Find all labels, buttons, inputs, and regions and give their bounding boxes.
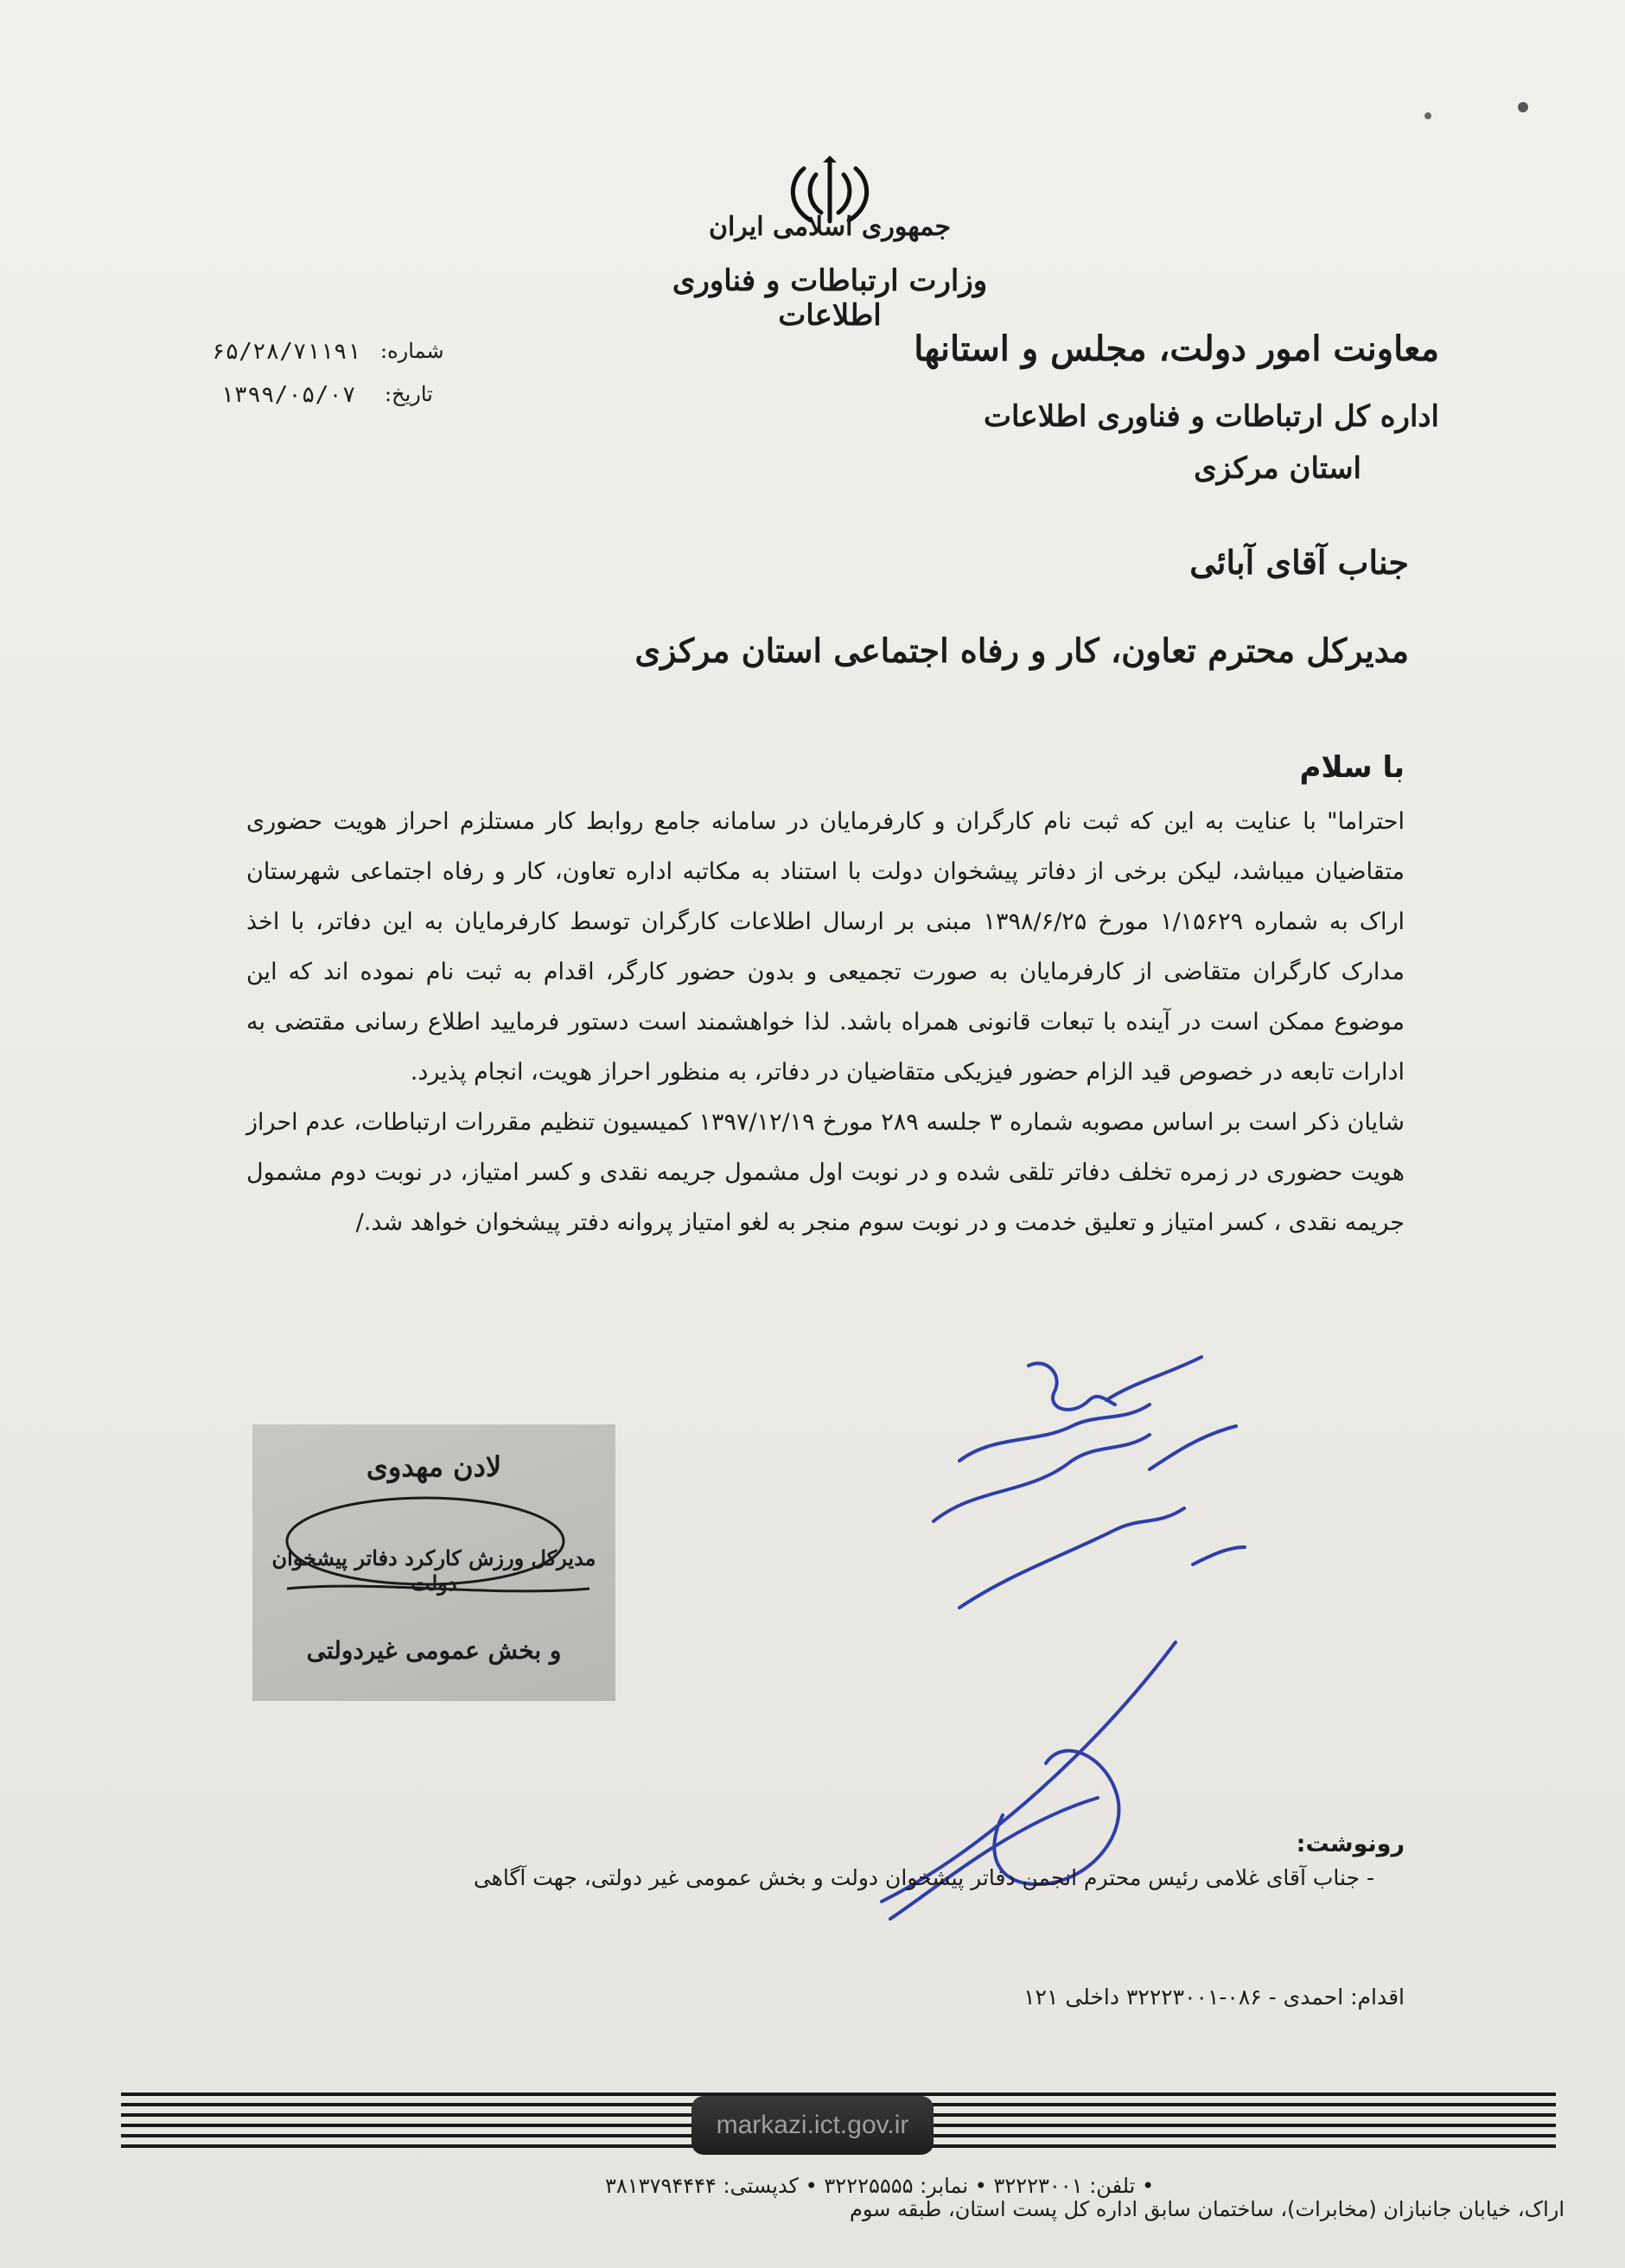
signer-name: لادن مهدوی (366, 1450, 502, 1483)
scan-speck (1424, 112, 1431, 119)
letter-body (246, 797, 1405, 1248)
letter-date: ۱۳۹۹/۰۵/۰۷ (220, 382, 356, 408)
action-line: اقدام: احمدی - ۰۸۶-۳۲۲۲۳۰۰۱ داخلی ۱۲۱ (1023, 1984, 1405, 2010)
footer-address: اراک، خیابان جانبازان (مخابرات)، ساختمان سابق اداره کل پست استان، طبقه سوم (850, 2197, 1564, 2221)
signer-department: و بخش عمومی غیردولتی (306, 1636, 562, 1665)
footer-contact: • تلفن: ۳۲۲۲۳۰۰۱ • نمابر: ۳۲۲۲۵۵۵۵ • کدپستی: ۳۸۱۳۷۹۴۴۴۴ (605, 2174, 1155, 2198)
ministry-name: وزارت ارتباطات و فناوری اطلاعات (672, 264, 988, 333)
signer-title: مدیرکل ورزش کارکرد دفاتر پیشخوان دولت (271, 1545, 596, 1596)
cc-title: رونوشت: (1296, 1831, 1405, 1857)
cc-recipient: - جناب آقای غلامی رئیس محترم انجمن دفاتر پیشخوان دولت و بخش عمومی غیر دولتی، جهت آگاهی (473, 1865, 1374, 1890)
sender-directorate: اداره کل ارتباطات و فناوری اطلاعات (984, 399, 1439, 434)
signature-stamp (252, 1424, 615, 1701)
country-name: جمهوری اسلامی ایران (708, 212, 952, 242)
sender-province: استان مرکزی (1194, 451, 1361, 486)
recipient-name: جناب آقای آبائی (1189, 543, 1409, 582)
body-paragraph-1: احتراما" با عنایت به این که ثبت نام کارگران و کارفرمایان در سامانه جامع روابط کار مستلزم احراز هویت حضوری متقاضیان میباشد، لیکن برخی از دفاتر پیشخوان دولت با استناد به مکاتبه اداره تعاون، کار و رفاه اجتماعی شهرستان اراک به شماره ۱/۱۵۶۲۹ مورخ ۱۳۹۸/۶/۲۵ مبنی بر ارسال اطلاعات کارگران توسط کارفرمایان به این دفاتر، با اخذ مدارک کارگران متقاضی از کارفرمایان به صورت تجمیعی و بدون حضور کارگر، اقدام به ثبت نام نموده اند که این موضوع ممکن است در آینده با تبعات قانونی همراه باشد. لذا خواهشمند است دستور فرمایید اطلاع رسانی مقتضی به ادارات تابعه در خصوص قید الزام حضور فیزیکی متقاضیان در دفاتر، به منظور احراز هویت، انجام پذیرد. (246, 808, 1405, 1086)
body-paragraph-2: شایان ذکر است بر اساس مصوبه شماره ۳ جلسه ۲۸۹ مورخ ۱۳۹۷/۱۲/۱۹ کمیسیون تنظیم مقررات ارتباطات، عدم احراز هویت حضوری در زمره تخلف دفاتر تلقی شده و در نوبت اول مشمول جریمه نقدی و کسر امتیاز، در نوبت دوم مشمول جریمه نقدی ، کسر امتیاز و تعلیق خدمت و در نوبت سوم منجر به لغو امتیاز پروانه دفتر پیشخوان خواهد شد./ (246, 1109, 1405, 1236)
number-label: شماره: (380, 339, 444, 363)
recipient-title: مدیرکل محترم تعاون، کار و رفاه اجتماعی استان مرکزی (634, 631, 1409, 670)
sender-deputy: معاونت امور دولت، مجلس و استانها (914, 328, 1439, 369)
date-label: تاریخ: (385, 382, 433, 406)
letter-number: ۶۵/۲۸/۷۱۱۹۱ (212, 339, 361, 365)
website-link[interactable]: markazi.ict.gov.ir (691, 2096, 934, 2155)
scan-speck (1518, 102, 1528, 112)
salutation: با سلام (1299, 750, 1405, 785)
